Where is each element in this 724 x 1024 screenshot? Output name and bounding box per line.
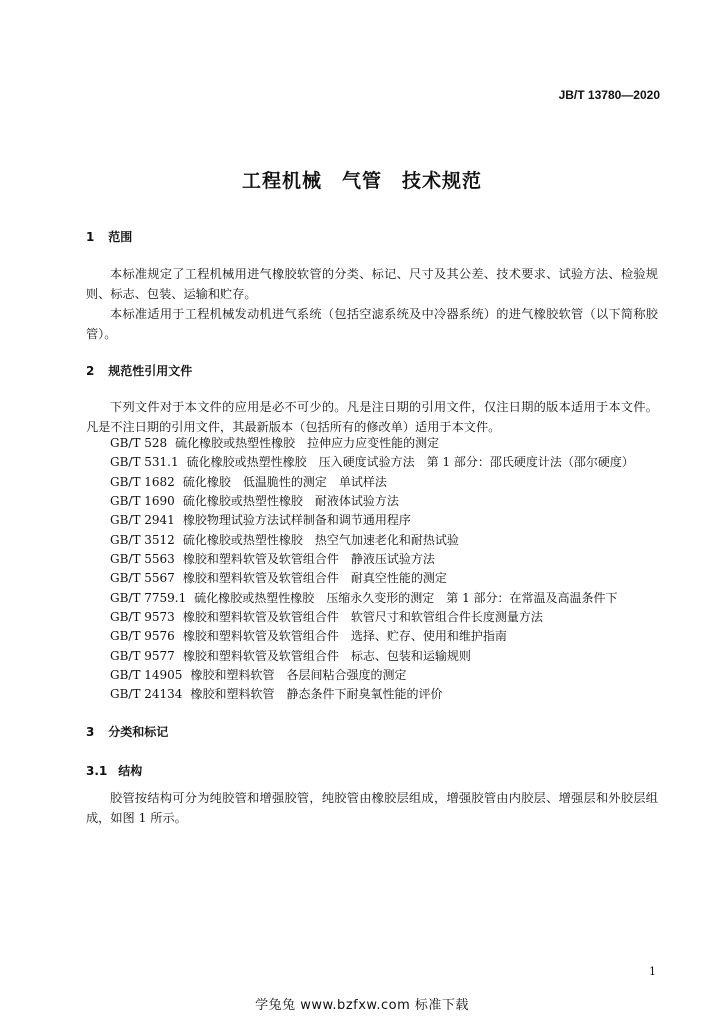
ref-title: 硫化橡胶或热塑性橡胶 耐液体试验方法 (182, 494, 399, 509)
list-item (110, 511, 634, 530)
ref-code: GB/T 9573 (110, 610, 175, 625)
ref-code: GB/T 531.1 (110, 455, 179, 470)
ref-code: GB/T 7759.1 (110, 590, 187, 605)
section-2-number: 2 (86, 364, 95, 378)
ref-title: 硫化橡胶或热塑性橡胶 压入硬度试验方法 第 1 部分：邵氏硬度计法（邵尔硬度） (186, 455, 634, 470)
list-item (110, 589, 634, 608)
list-item (110, 473, 634, 492)
section-1-number: 1 (86, 230, 95, 244)
ref-code: GB/T 9577 (110, 648, 175, 663)
ref-title: 橡胶和塑料软管及软管组合件 软管尺寸和软管组合件长度测量方法 (182, 610, 543, 625)
section-2-title: 规范性引用文件 (108, 364, 193, 378)
section-3-heading (86, 723, 168, 740)
list-item (110, 647, 634, 666)
ref-title: 橡胶和塑料软管 静态条件下耐臭氧性能的评价 (190, 687, 443, 702)
normative-refs-intro: 下列文件对于本文件的应用是必不可少的。凡是注日期的引用文件，仅注日期的版本适用于本文件。凡是不注日期的引用文件，其最新版本（包括所有的修改单）适用于本文件。 (86, 400, 658, 434)
list-item (110, 434, 634, 453)
list-item (110, 492, 634, 511)
section-1-title: 范围 (108, 230, 133, 244)
list-item (110, 569, 634, 588)
scope-paragraph-2: 本标准适用于工程机械发动机进气系统（包括空滤系统及中冷器系统）的进气橡胶软管（以下简称胶管）。 (86, 307, 658, 341)
list-item (110, 627, 634, 646)
page-number: 1 (649, 965, 656, 978)
section-3-title: 分类和标记 (108, 725, 169, 739)
ref-code: GB/T 14905 (110, 668, 183, 683)
ref-code: GB/T 24134 (110, 687, 183, 702)
section-3-1-heading (86, 762, 142, 779)
scope-paragraph-1: 本标准规定了工程机械用进气橡胶软管的分类、标记、尺寸及其公差、技术要求、试验方法、检验规则、标志、包装、运输和贮存。 (86, 267, 658, 301)
ref-code: GB/T 2941 (110, 513, 175, 528)
ref-title: 硫化橡胶或热塑性橡胶 压缩永久变形的测定 第 1 部分：在常温及高温条件下 (194, 590, 618, 605)
ref-title: 橡胶和塑料软管及软管组合件 选择、贮存、使用和维护指南 (182, 629, 507, 644)
ref-title: 橡胶和塑料软管及软管组合件 静液压试验方法 (182, 552, 435, 567)
list-item (110, 531, 634, 550)
structure-paragraph: 胶管按结构可分为纯胶管和增强胶管，纯胶管由橡胶层组成，增强胶管由内胶层、增强层和外胶层组成，如图 1 所示。 (86, 791, 658, 825)
standard-code: JB/T 13780—2020 (558, 88, 660, 102)
ref-title: 橡胶和塑料软管及软管组合件 标志、包装和运输规则 (182, 648, 471, 663)
site-footer: 学兔兔 www.bzfxw.com 标准下载 (255, 998, 469, 1013)
ref-title: 硫化橡胶 低温脆性的测定 单试样法 (182, 474, 387, 489)
section-2-heading (86, 362, 192, 379)
section-3-1-number: 3.1 (86, 764, 108, 778)
ref-code: GB/T 528 (110, 436, 168, 450)
ref-title: 橡胶和塑料软管 各层间粘合强度的测定 (190, 668, 407, 683)
ref-code: GB/T 9576 (110, 629, 175, 644)
list-item (110, 666, 634, 685)
list-item (110, 453, 634, 472)
ref-code: GB/T 5563 (110, 552, 175, 567)
ref-title: 硫化橡胶或热塑性橡胶 热空气加速老化和耐热试验 (182, 532, 459, 547)
ref-title: 硫化橡胶或热塑性橡胶 拉伸应力应变性能的测定 (175, 436, 440, 450)
section-3-1-title: 结构 (118, 764, 143, 778)
ref-title: 橡胶和塑料软管及软管组合件 耐真空性能的测定 (182, 571, 447, 586)
ref-title: 橡胶物理试验方法试样制备和调节通用程序 (182, 513, 411, 528)
list-item (110, 550, 634, 569)
list-item (110, 685, 634, 704)
ref-code: GB/T 1690 (110, 494, 175, 509)
ref-code: GB/T 1682 (110, 474, 175, 489)
list-item (110, 608, 634, 627)
ref-code: GB/T 5567 (110, 571, 175, 586)
document-title: 工程机械 气管 技术规范 (241, 170, 482, 192)
section-3-number: 3 (86, 725, 95, 739)
reference-list (110, 434, 634, 705)
section-1-heading (86, 228, 132, 245)
ref-code: GB/T 3512 (110, 532, 175, 547)
